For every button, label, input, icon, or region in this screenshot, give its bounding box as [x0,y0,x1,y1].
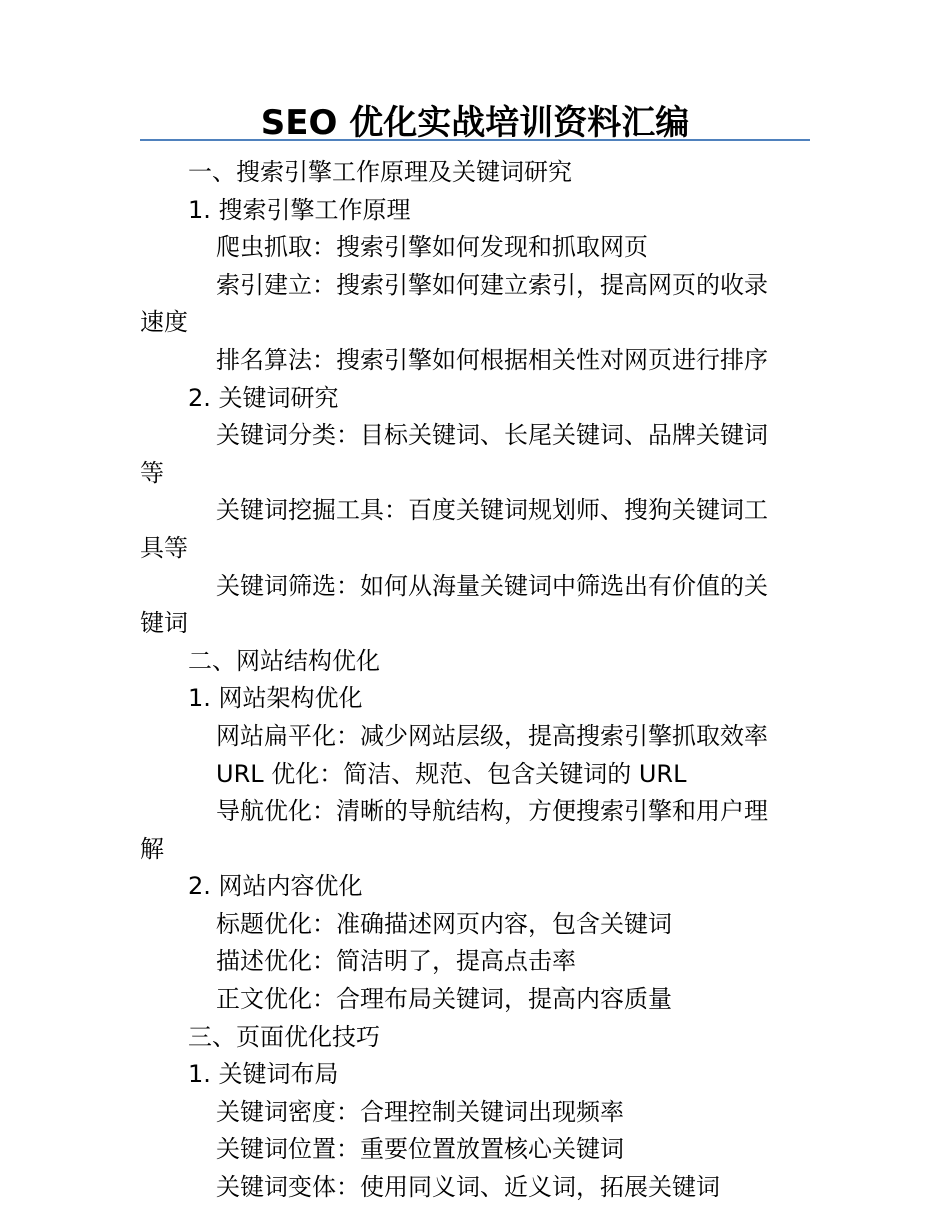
list-item: 关键词密度：合理控制关键词出现频率 [216,1097,624,1126]
section-heading: 三、页面优化技巧 [188,1022,380,1051]
list-item: 网站扁平化：减少网站层级，提高搜索引擎抓取效率 [216,721,768,750]
document-body [140,154,790,1207]
subsection-heading: 1. 搜索引擎工作原理 [188,195,411,224]
subsection-heading: 2. 关键词研究 [188,383,339,412]
list-item: 关键词位置：重要位置放置核心关键词 [216,1135,624,1164]
list-item: 正文优化：合理布局关键词，提高内容质量 [216,985,672,1014]
list-item: 关键词分类：目标关键词、长尾关键词、品牌关键词等 [140,421,768,487]
list-item: 标题优化：准确描述网页内容，包含关键词 [216,909,672,938]
list-item: 关键词变体：使用同义词、近义词，拓展关键词 [216,1173,720,1202]
list-item: 描述优化：简洁明了，提高点击率 [216,947,576,976]
document-title: SEO 优化实战培训资料汇编 [260,103,690,143]
section-heading: 一、搜索引擎工作原理及关键词研究 [188,158,572,186]
list-item: 导航优化：清晰的导航结构，方便搜索引擎和用户理解 [140,797,768,863]
title-underline [140,139,810,141]
list-item: 排名算法：搜索引擎如何根据相关性对网页进行排序 [216,345,768,374]
subsection-heading: 1. 关键词布局 [188,1060,339,1089]
subsection-heading: 1. 网站架构优化 [188,684,363,713]
list-item: 关键词筛选：如何从海量关键词中筛选出有价值的关键词 [140,571,768,638]
list-item: 索引建立：搜索引擎如何建立索引，提高网页的收录速度 [140,270,768,337]
subsection-heading: 2. 网站内容优化 [188,872,363,901]
list-item: URL 优化：简洁、规范、包含关键词的 URL [216,759,687,788]
section-heading: 二、网站结构优化 [188,646,380,675]
list-item: 爬虫抓取：搜索引擎如何发现和抓取网页 [216,233,648,262]
list-item: 关键词挖掘工具：百度关键词规划师、搜狗关键词工具等 [140,496,768,562]
